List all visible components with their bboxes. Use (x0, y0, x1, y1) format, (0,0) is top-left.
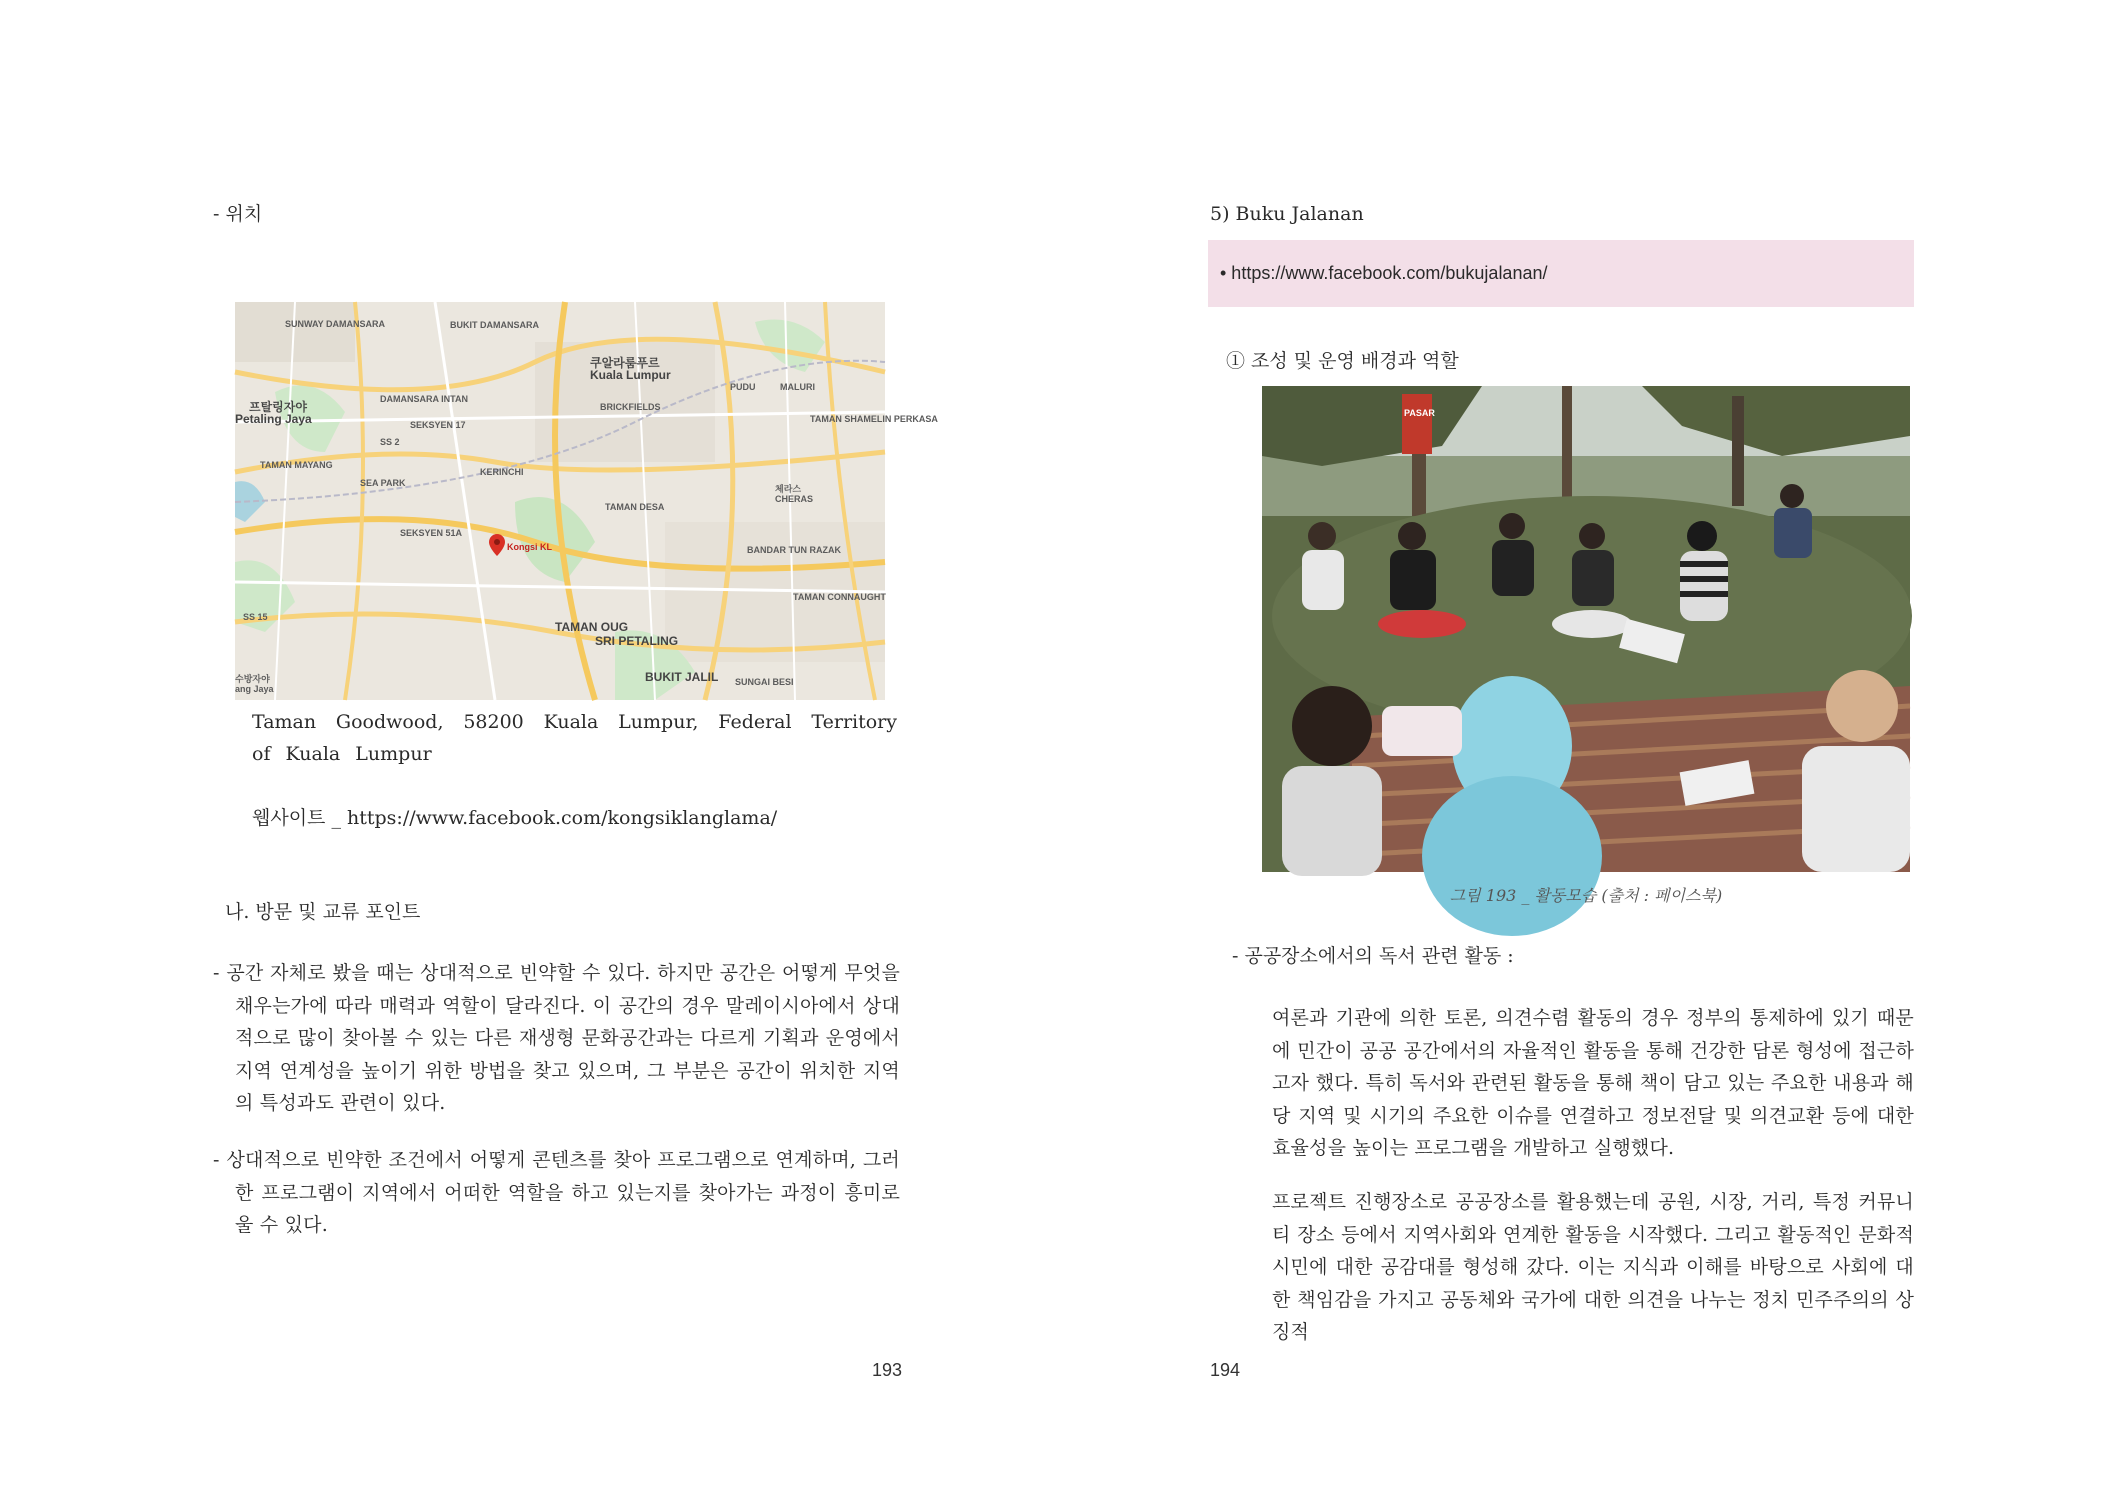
map-label: DAMANSARA INTAN (380, 394, 468, 404)
activity-heading: - 공공장소에서의 독서 관련 활동 : (1232, 945, 1514, 967)
address-text: Taman Goodwood, 58200 Kuala Lumpur, Federal Territory of Kuala Lumpur (252, 711, 897, 765)
section-title: 5) Buku Jalanan (1210, 203, 1364, 225)
photo-illustration (1262, 386, 1910, 872)
map-label: 쿠알라룸푸르 (590, 356, 660, 370)
paragraph: - 공간 자체로 봤을 때는 상대적으로 빈약할 수 있다. 하지만 공간은 어떻게 무엇을 채우는가에 따라 매력과 역할이 달라진다. 이 공간의 경우 말레이시아에서 상대적으로 많이 찾아볼 수 있는 다른 재생형 문화공간과는 다르게 기획과 운영에서 지역 연계성을 높이기 위한 방법을 찾고 있으며, 그 부분은 공간이 위치한 지역의 특성과도 관련이 있다. (213, 962, 900, 1114)
map-label: TAMAN OUG (555, 620, 629, 634)
map-label: SS 15 (243, 612, 268, 622)
map-label: TAMAN SHAMELIN PERKASA (810, 414, 938, 424)
map-label: TAMAN CONNAUGHT (793, 592, 886, 602)
map-label: ang Jaya (235, 684, 274, 694)
figure-caption: 그림 193 _ 활동모습 (출처 : 페이스북) (1449, 886, 1723, 905)
map-label: SS 2 (380, 437, 400, 447)
map-label: TAMAN DESA (605, 502, 665, 512)
location-heading: - 위치 (213, 203, 263, 225)
section-heading: 나. 방문 및 교류 포인트 (225, 901, 421, 923)
map-label: SRI PETALING (595, 634, 679, 648)
map-label: BUKIT JALIL (645, 670, 719, 684)
map-label: KERINCHI (480, 467, 524, 477)
url-link[interactable]: • https://www.facebook.com/bukujalanan/ (1220, 263, 1548, 283)
map-label: BANDAR TUN RAZAK (747, 545, 841, 555)
map-label: CHERAS (775, 494, 814, 504)
page-number: 193 (872, 1360, 903, 1380)
url-box (1208, 240, 1914, 307)
website-link[interactable]: 웹사이트 _ https://www.facebook.com/kongsiklanglama/ (252, 807, 778, 829)
map-label: SUNGAI BESI (735, 677, 794, 687)
map-label: SEKSYEN 51A (400, 528, 463, 538)
map-label: SEKSYEN 17 (410, 420, 466, 430)
map-label: MALURI (780, 382, 815, 392)
paragraph: 프로젝트 진행장소로 공공장소를 활용했는데 공원, 시장, 거리, 특정 커뮤니티 장소 등에서 지역사회와 연계한 활동을 시작했다. 그리고 활동적인 문화적 시민에 대한 공감대를 형성해 갔다. 이는 지식과 이해를 바탕으로 사회에 대한 책임감을 가지고 공동체와 국가에 대한 의견을 나누는 정치 민주주의의 상징적 (1272, 1191, 1914, 1343)
sub-heading: ① 조성 및 운영 배경과 역할 (1226, 350, 1459, 372)
activity-photo (1262, 386, 1910, 872)
photo-sign-text: PASAR (1404, 408, 1435, 418)
map-label: SUNWAY DAMANSARA (285, 319, 386, 329)
map-label: SEA PARK (360, 478, 406, 488)
map-label: 체라스 (775, 484, 802, 494)
map-label: TAMAN MAYANG (260, 460, 333, 470)
map-label: Kuala Lumpur (590, 368, 671, 382)
page-number: 194 (1210, 1360, 1241, 1380)
paragraph: 여론과 기관에 의한 토론, 의견수렴 활동의 경우 정부의 통제하에 있기 때문에 민간이 공공 공간에서의 자율적인 활동을 통해 건강한 담론 형성에 접근하고자 했다. 특히 독서와 관련된 활동을 통해 책이 담고 있는 주요한 내용과 해당 지역 및 시기의 주요한 이슈를 연결하고 정보전달 및 의견교환 등에 대한 효율성을 높이는 프로그램을 개발하고 실행했다. (1272, 1007, 1914, 1159)
map-pin-label: Kongsi KL (507, 542, 552, 552)
map-label: BRICKFIELDS (600, 402, 661, 412)
map-pin-icon[interactable] (489, 534, 505, 556)
map-label: PUDU (730, 382, 756, 392)
map-label: Petaling Jaya (235, 412, 312, 426)
map-label: BUKIT DAMANSARA (450, 320, 539, 330)
map-label: 프탈링자야 (249, 400, 307, 414)
map-label: 수방자야 (235, 674, 270, 684)
location-map[interactable] (235, 302, 938, 700)
paragraph: - 상대적으로 빈약한 조건에서 어떻게 콘텐츠를 찾아 프로그램으로 연계하며, 그러한 프로그램이 지역에서 어떠한 역할을 하고 있는지를 찾아가는 과정이 흥미로울 수 있다. (213, 1149, 900, 1236)
